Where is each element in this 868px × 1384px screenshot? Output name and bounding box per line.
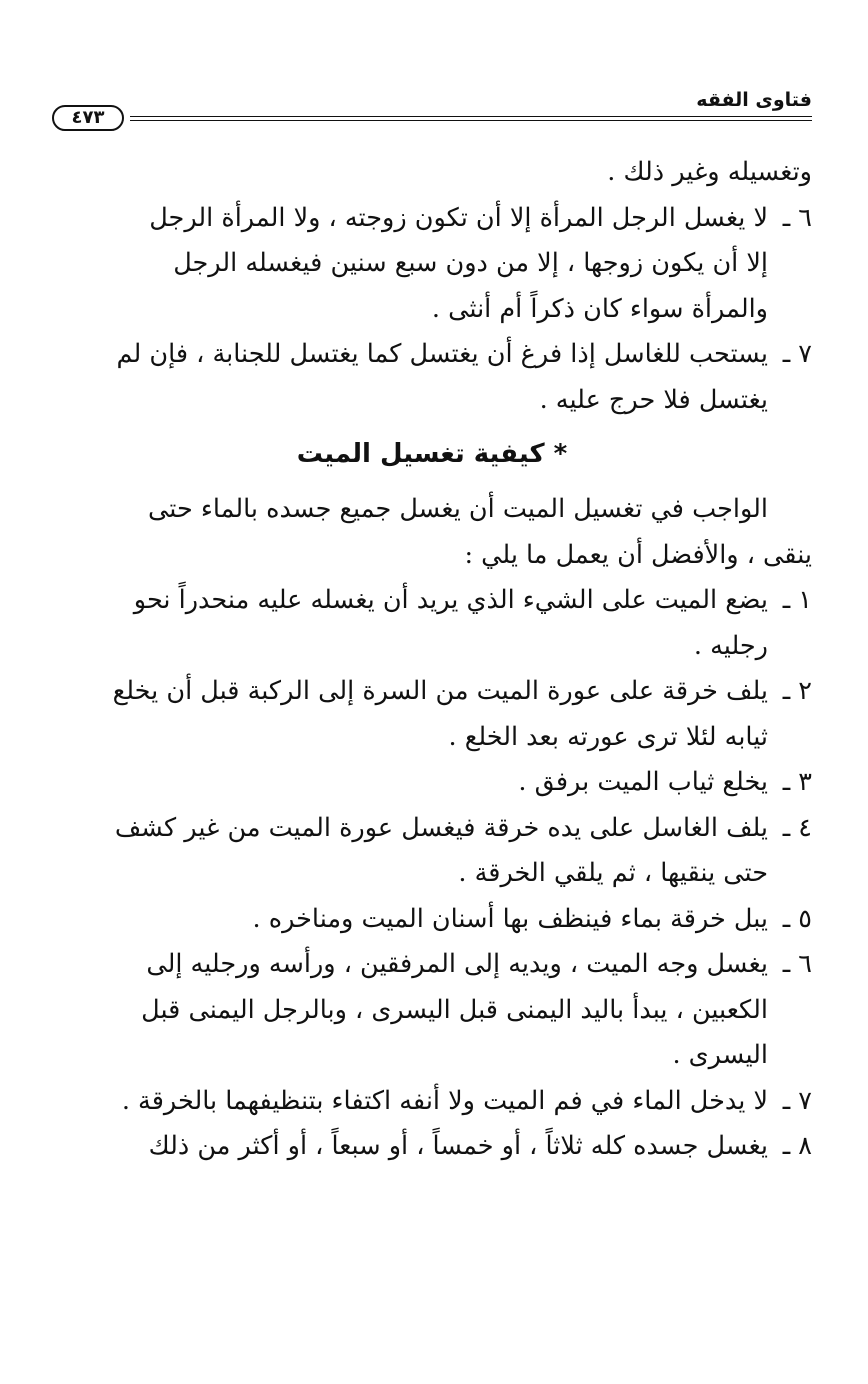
text-line: ثيابه لئلا ترى عورته بعد الخلع . [448, 721, 768, 752]
text-line: لا يغسل الرجل المرأة إلا أن تكون زوجته ، ولا المرأة الرجل [149, 202, 768, 233]
item-text [52, 897, 768, 943]
item-text [52, 669, 768, 760]
item-text [52, 332, 768, 423]
item-text [52, 942, 768, 1079]
text-line: يستحب للغاسل إذا فرغ أن يغتسل كما يغتسل للجنابة ، فإن لم [116, 339, 768, 369]
item-number: ٢ ـ [782, 676, 812, 706]
text-line: إلا أن يكون زوجها ، إلا من دون سبع سنين فيغسله الرجل [173, 248, 768, 278]
header-double-rule [130, 116, 812, 121]
list-item-6 [52, 196, 812, 333]
item-number: ٤ ـ [782, 812, 812, 843]
item-number: ١ ـ [782, 585, 812, 615]
text-line: رجليه . [693, 630, 768, 661]
list-item-1 [52, 578, 812, 669]
text-line: يغسل وجه الميت ، ويديه إلى المرفقين ، ورأسه ورجليه إلى [146, 949, 768, 979]
text-line: اليسرى . [672, 1040, 768, 1070]
text-line: يغسل جسده كله ثلاثاً ، أو خمساً ، أو سبعاً ، أو أكثر من ذلك [148, 1131, 768, 1161]
continuation-line: وتغسيله وغير ذلك . [607, 157, 812, 187]
section-heading: * كيفية تغسيل الميت [296, 439, 568, 469]
text-line: يضع الميت على الشيء الذي يريد أن يغسله عليه منحدراً نحو [133, 585, 768, 615]
text-line: لا يدخل الماء في فم الميت ولا أنفه اكتفاء بتنظيفهما بالخرقة . [121, 1085, 768, 1116]
page-number-badge: ٤٧٣ [52, 105, 124, 131]
item-text [52, 196, 768, 333]
list-item-2 [52, 669, 812, 760]
item-number: ٥ ـ [782, 903, 812, 934]
page-body [52, 150, 812, 1170]
text-line: يلف خرقة على عورة الميت من السرة إلى الركبة قبل أن يخلع [112, 676, 768, 706]
text-line: يخلع ثياب الميت برفق . [518, 767, 768, 797]
running-title: فتاوى الفقه [696, 89, 812, 111]
item-number: ٦ ـ [782, 202, 812, 233]
text-line: ينقى ، والأفضل أن يعمل ما يلي : [464, 539, 812, 570]
list-item-7 [52, 332, 812, 423]
list-item-8 [52, 1124, 812, 1170]
item-number: ٨ ـ [782, 1131, 812, 1161]
item-text [52, 578, 768, 669]
text-line: والمرأة سواء كان ذكراً أم أنثى . [431, 293, 768, 324]
text-line: يبل خرقة بماء فينظف بها أسنان الميت ومناخره . [252, 903, 768, 934]
text-line: الكعبين ، يبدأ باليد اليمنى قبل اليسرى ، وبالرجل اليمنى قبل [141, 994, 768, 1025]
item-text [52, 806, 768, 897]
item-text [52, 760, 768, 806]
list-item-4 [52, 806, 812, 897]
text-line: الواجب في تغسيل الميت أن يغسل جميع جسده بالماء حتى [148, 494, 768, 524]
item-text [52, 1124, 768, 1170]
text-line: يلف الغاسل على يده خرقة فيغسل عورة الميت من غير كشف [114, 812, 768, 843]
text-line: حتى ينقيها ، ثم يلقي الخرقة . [458, 858, 768, 888]
item-number: ٧ ـ [782, 339, 812, 369]
item-number: ٧ ـ [782, 1085, 812, 1116]
list-item-6b [52, 942, 812, 1079]
intro-paragraph [52, 487, 812, 578]
item-text [52, 1079, 768, 1125]
item-number: ٦ ـ [782, 949, 812, 979]
text-line: يغتسل فلا حرج عليه . [539, 384, 768, 415]
list-item-5 [52, 897, 812, 943]
running-header [52, 82, 812, 130]
item-number: ٣ ـ [782, 767, 812, 797]
list-item-3 [52, 760, 812, 806]
list-item-7b [52, 1079, 812, 1125]
